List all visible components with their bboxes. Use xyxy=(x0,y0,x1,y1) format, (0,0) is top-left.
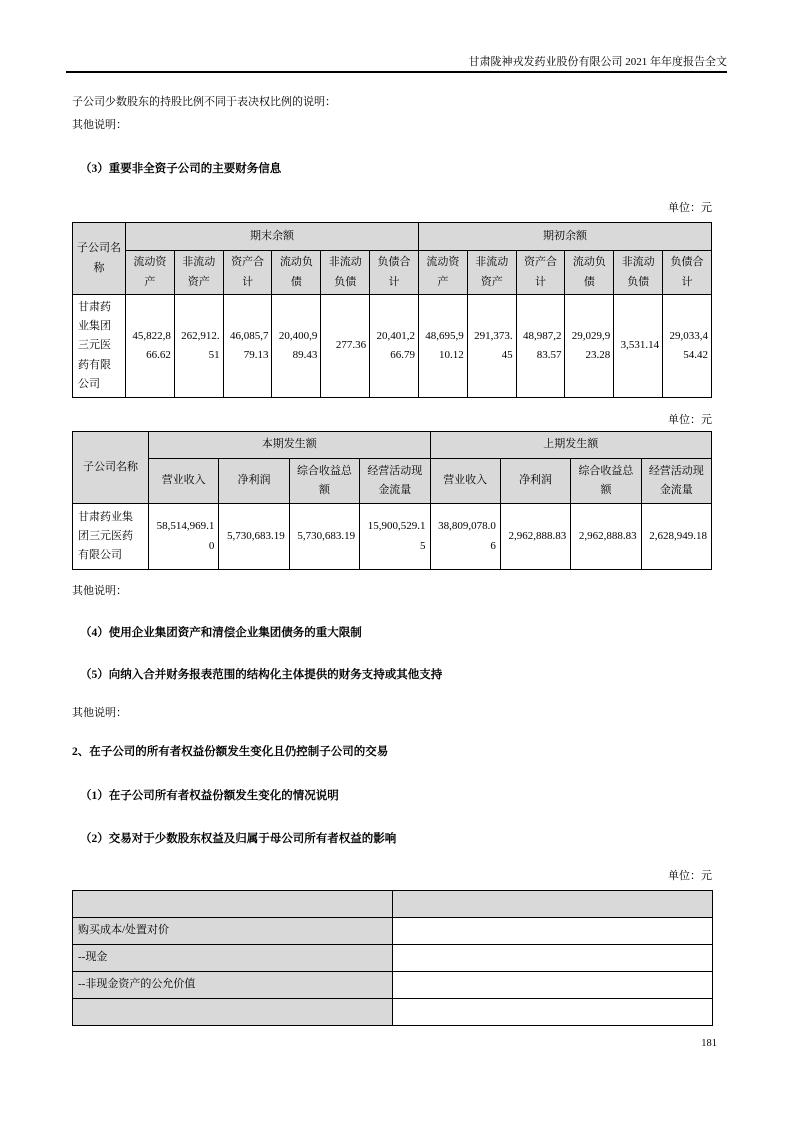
t2-value: 38,809,078.06 xyxy=(430,504,500,570)
t1-value: 29,029,923.28 xyxy=(565,295,614,398)
section-3-heading: （3）重要非全资子公司的主要财务信息 xyxy=(80,163,282,175)
t2-value: 2,628,949.18 xyxy=(641,504,711,570)
other-note-2: 其他说明： xyxy=(72,585,127,597)
t3-row-value xyxy=(393,918,713,945)
t1-col-header: 资产合计 xyxy=(223,251,272,295)
t2-col-header: 综合收益总额 xyxy=(571,459,641,504)
t1-value: 46,085,779.13 xyxy=(223,295,272,398)
t2-value: 2,962,888.83 xyxy=(500,504,570,570)
t2-group-prior: 上期发生额 xyxy=(430,432,712,459)
t1-value: 20,401,266.79 xyxy=(370,295,419,398)
section-2-1-heading: （1）在子公司所有者权益份额发生变化的情况说明 xyxy=(80,790,339,802)
t2-col-header: 营业收入 xyxy=(430,459,500,504)
t1-value: 262,912.51 xyxy=(174,295,223,398)
t1-col-header: 资产合计 xyxy=(516,251,565,295)
t1-col-header: 流动负债 xyxy=(565,251,614,295)
other-note-1: 其他说明： xyxy=(72,119,127,131)
t1-group-ending: 期末余额 xyxy=(126,223,419,251)
t3-footer-left xyxy=(73,999,393,1026)
t1-col-header: 负债合计 xyxy=(370,251,419,295)
t1-col-header: 流动资产 xyxy=(418,251,467,295)
t2-col-header: 经营活动现金流量 xyxy=(360,459,430,504)
section-5-heading: （5）向纳入合并财务报表范围的结构化主体提供的财务支持或其他支持 xyxy=(80,669,443,681)
t2-col-header: 净利润 xyxy=(219,459,289,504)
t3-row-value xyxy=(393,945,713,972)
t2-value: 5,730,683.19 xyxy=(289,504,359,570)
t3-row-label: --非现金资产的公允价值 xyxy=(73,972,393,999)
t1-value: 3,531.14 xyxy=(614,295,663,398)
purchase-cost-table xyxy=(72,890,713,1026)
unit-label-3: 单位：元 xyxy=(668,870,712,882)
t2-name-header: 子公司名称 xyxy=(73,432,149,504)
income-table xyxy=(72,431,712,570)
minority-shareholding-note: 子公司少数股东的持股比例不同于表决权比例的说明： xyxy=(72,96,336,108)
t3-row-value xyxy=(393,972,713,999)
t1-col-header: 非流动负债 xyxy=(321,251,370,295)
t2-value: 5,730,683.19 xyxy=(219,504,289,570)
t1-value: 291,373.45 xyxy=(467,295,516,398)
t1-name-header: 子公司名称 xyxy=(73,223,126,295)
t2-value: 15,900,529.15 xyxy=(360,504,430,570)
t2-col-header: 营业收入 xyxy=(149,459,219,504)
page-number: 181 xyxy=(701,1038,717,1049)
t1-col-header: 非流动资产 xyxy=(467,251,516,295)
section-4-heading: （4）使用企业集团资产和清偿企业集团债务的重大限制 xyxy=(80,627,362,639)
t1-col-header: 非流动资产 xyxy=(174,251,223,295)
income-table-wrapper xyxy=(72,431,712,570)
t2-subsidiary-name: 甘肃药业集团三元医药有限公司 xyxy=(73,504,149,570)
t2-col-header: 净利润 xyxy=(500,459,570,504)
t1-col-header: 流动资产 xyxy=(126,251,175,295)
t1-value: 48,987,283.57 xyxy=(516,295,565,398)
t1-value: 20,400,989.43 xyxy=(272,295,321,398)
t3-row-label: --现金 xyxy=(73,945,393,972)
unit-label-2: 单位：元 xyxy=(668,414,712,426)
t1-col-header: 非流动负债 xyxy=(614,251,663,295)
t3-header-left xyxy=(73,891,393,918)
t1-subsidiary-name: 甘肃药业集团三元医药有限公司 xyxy=(73,295,126,398)
section-2-heading: 2、在子公司的所有者权益份额发生变化且仍控制子公司的交易 xyxy=(72,746,389,758)
purchase-cost-table-wrapper xyxy=(72,890,713,1026)
balance-table-wrapper xyxy=(72,222,712,398)
t1-col-header: 流动负债 xyxy=(272,251,321,295)
header-rule xyxy=(66,71,727,73)
t2-group-current: 本期发生额 xyxy=(149,432,431,459)
t2-col-header: 综合收益总额 xyxy=(289,459,359,504)
t1-value: 277.36 xyxy=(321,295,370,398)
t1-value: 48,695,910.12 xyxy=(418,295,467,398)
other-note-3: 其他说明： xyxy=(72,707,127,719)
t1-value: 45,822,866.62 xyxy=(126,295,175,398)
report-header-title: 甘肃陇神戎发药业股份有限公司 2021 年年度报告全文 xyxy=(468,56,727,68)
t2-value: 2,962,888.83 xyxy=(571,504,641,570)
t2-col-header: 经营活动现金流量 xyxy=(641,459,711,504)
t3-footer-right xyxy=(393,999,713,1026)
t1-group-beginning: 期初余额 xyxy=(418,223,711,251)
unit-label-1: 单位：元 xyxy=(668,202,712,214)
section-2-2-heading: （2）交易对于少数股东权益及归属于母公司所有者权益的影响 xyxy=(80,833,397,845)
t1-col-header: 负债合计 xyxy=(663,251,712,295)
t3-header-right xyxy=(393,891,713,918)
balance-table xyxy=(72,222,712,398)
t1-value: 29,033,454.42 xyxy=(663,295,712,398)
t2-value: 58,514,969.10 xyxy=(149,504,219,570)
t3-row-label: 购买成本/处置对价 xyxy=(73,918,393,945)
